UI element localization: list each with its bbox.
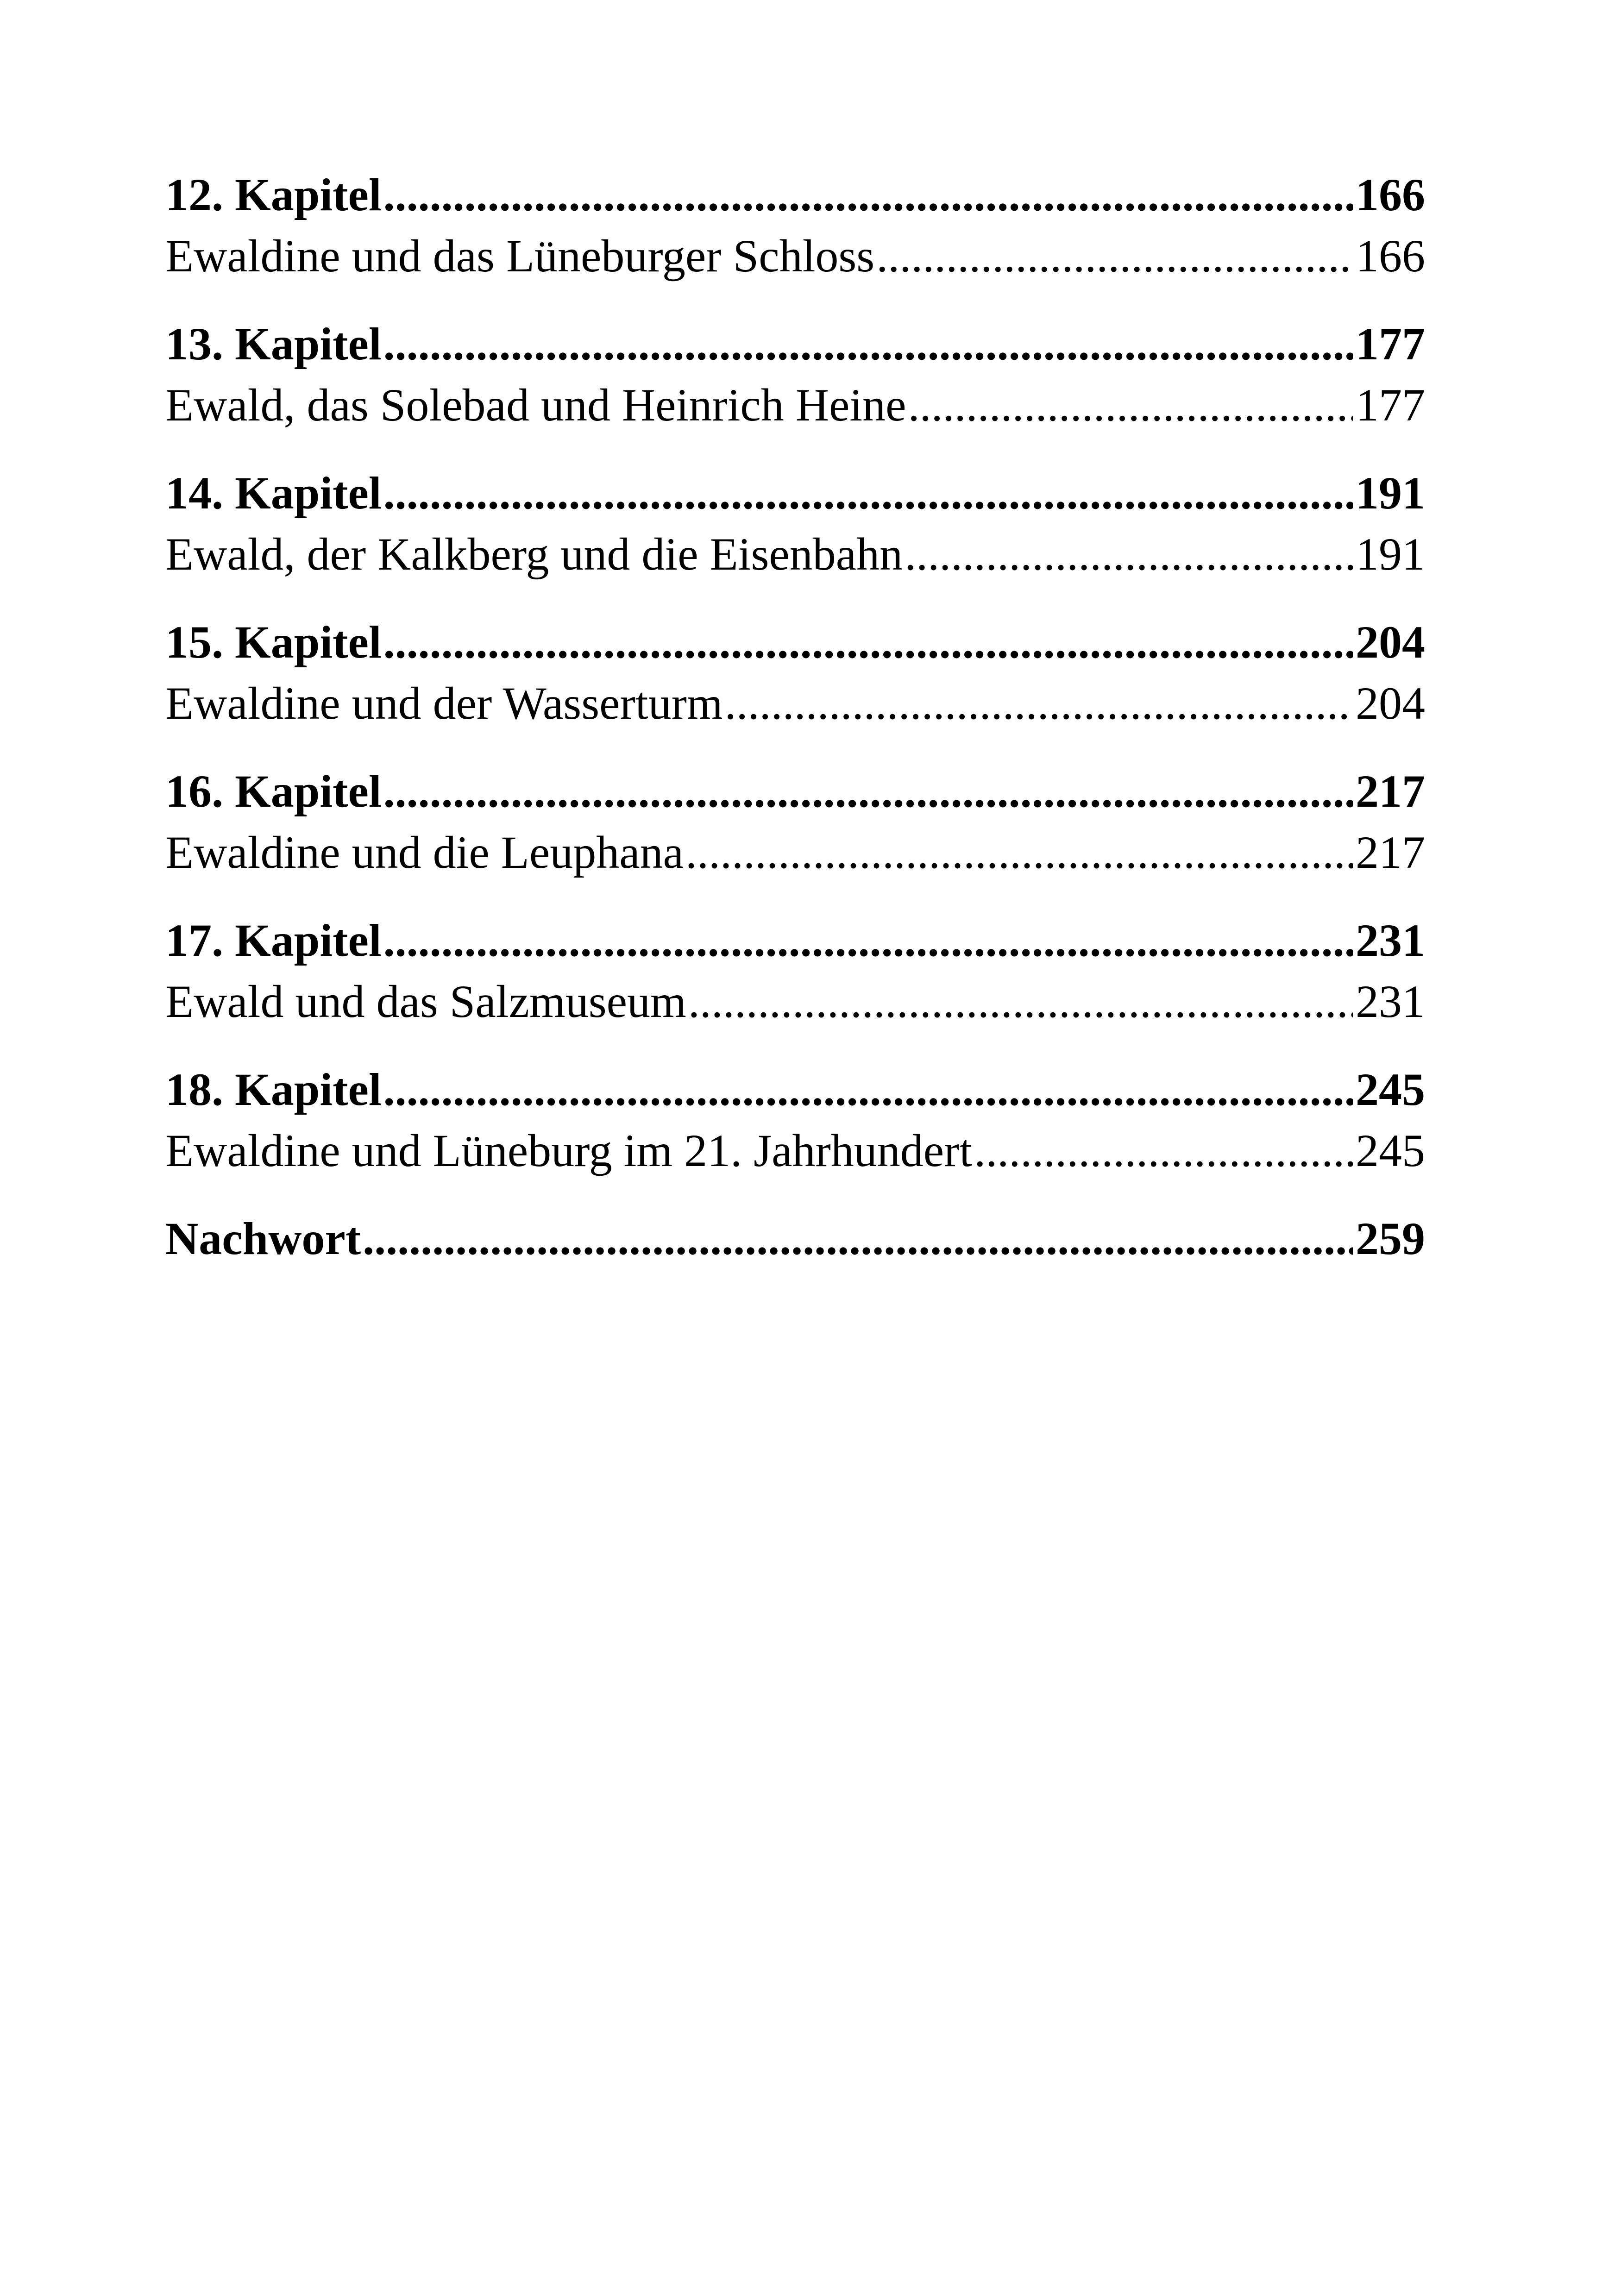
dot-leader — [383, 910, 1353, 971]
toc-chapter-entry[interactable] — [165, 314, 1425, 375]
toc-subtitle-entry[interactable] — [165, 375, 1425, 436]
toc-subtitle-entry[interactable] — [165, 226, 1425, 287]
toc-chapter-entry[interactable] — [165, 612, 1425, 673]
page-number: 191 — [1356, 467, 1425, 519]
page-number: 245 — [1356, 1125, 1425, 1176]
page-number: 231 — [1356, 915, 1425, 966]
toc-group-17 — [165, 910, 1425, 1032]
section-title: Ewaldine und der Wasserturm — [165, 678, 723, 729]
toc-chapter-entry[interactable] — [165, 164, 1425, 226]
dot-leader — [905, 524, 1353, 585]
dot-leader — [383, 164, 1353, 226]
section-title: Ewald und das Salzmuseum — [165, 976, 686, 1027]
chapter-title: 13. Kapitel — [165, 318, 382, 370]
toc-chapter-entry[interactable] — [165, 761, 1425, 822]
page-number: 231 — [1356, 976, 1425, 1027]
dot-leader — [363, 1208, 1353, 1269]
page-number: 191 — [1356, 528, 1425, 580]
dot-leader — [383, 612, 1353, 673]
section-title: Ewaldine und das Lüneburger Schloss — [165, 230, 875, 282]
dot-leader — [383, 761, 1353, 822]
toc-group-afterword — [165, 1208, 1425, 1269]
page-number: 177 — [1356, 379, 1425, 431]
section-title: Ewald, der Kalkberg und die Eisenbahn — [165, 528, 903, 580]
toc-group-14 — [165, 463, 1425, 585]
toc-chapter-entry[interactable] — [165, 463, 1425, 524]
chapter-title: 15. Kapitel — [165, 616, 382, 668]
toc-group-15 — [165, 612, 1425, 734]
page-number: 166 — [1356, 169, 1425, 220]
dot-leader — [383, 314, 1353, 375]
chapter-title: 17. Kapitel — [165, 915, 382, 966]
page-number: 245 — [1356, 1064, 1425, 1115]
table-of-contents — [165, 164, 1425, 1296]
chapter-title: 14. Kapitel — [165, 467, 382, 519]
toc-subtitle-entry[interactable] — [165, 524, 1425, 585]
dot-leader — [908, 375, 1353, 436]
page-number: 204 — [1356, 616, 1425, 668]
chapter-title: 18. Kapitel — [165, 1064, 382, 1115]
dot-leader — [688, 971, 1353, 1032]
toc-subtitle-entry[interactable] — [165, 673, 1425, 734]
section-title: Ewald, das Solebad und Heinrich Heine — [165, 379, 906, 431]
dot-leader — [383, 1059, 1353, 1120]
page-number: 217 — [1356, 765, 1425, 817]
toc-group-18 — [165, 1059, 1425, 1181]
toc-afterword-entry[interactable] — [165, 1208, 1425, 1269]
page-number: 177 — [1356, 318, 1425, 370]
chapter-title: 16. Kapitel — [165, 765, 382, 817]
toc-chapter-entry[interactable] — [165, 910, 1425, 971]
afterword-title: Nachwort — [165, 1213, 361, 1264]
section-title: Ewaldine und Lüneburg im 21. Jahrhundert — [165, 1125, 973, 1176]
toc-group-13 — [165, 314, 1425, 436]
toc-chapter-entry[interactable] — [165, 1059, 1425, 1120]
page-number: 204 — [1356, 678, 1425, 729]
toc-subtitle-entry[interactable] — [165, 822, 1425, 883]
toc-group-16 — [165, 761, 1425, 883]
toc-subtitle-entry[interactable] — [165, 1120, 1425, 1181]
dot-leader — [876, 226, 1353, 287]
dot-leader — [725, 673, 1353, 734]
page-number: 259 — [1356, 1213, 1425, 1264]
page-number: 166 — [1356, 230, 1425, 282]
dot-leader — [685, 822, 1353, 883]
dot-leader — [383, 463, 1353, 524]
section-title: Ewaldine und die Leuphana — [165, 827, 684, 878]
page-number: 217 — [1356, 827, 1425, 878]
toc-group-12 — [165, 164, 1425, 287]
toc-subtitle-entry[interactable] — [165, 971, 1425, 1032]
chapter-title: 12. Kapitel — [165, 169, 382, 220]
dot-leader — [974, 1120, 1353, 1181]
